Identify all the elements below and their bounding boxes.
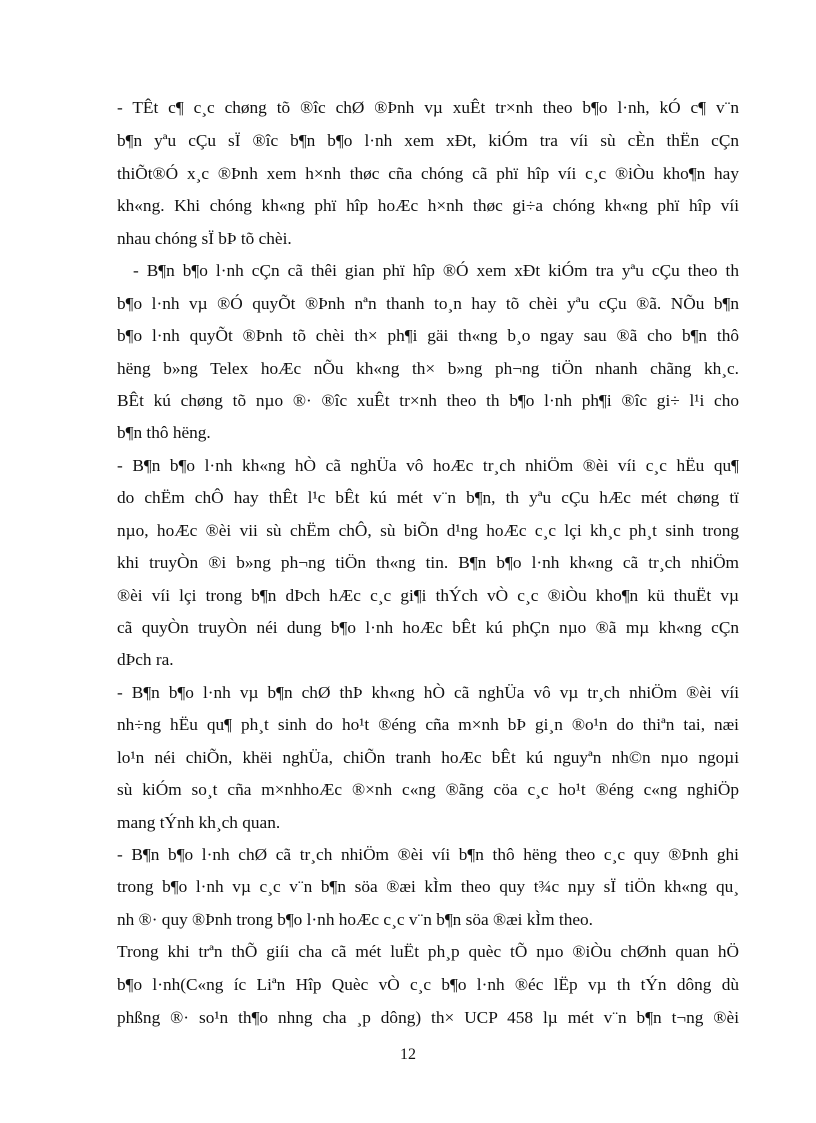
text-line: lo¹n néi chiÕn, khëi nghÜa, chiÕn tranh hoÆc bÊt kú nguyªn nh©n nµo ngoµi (117, 748, 739, 767)
text-line: b¶o l·nh(C«ng íc Liªn Hîp Quèc vÒ c¸c b¶o l·nh ®éc lËp vµ th tÝn dông dù (117, 975, 739, 994)
text-line: nhau chóng sÏ bÞ tõ chèi. (117, 229, 292, 248)
text-line: nµo, hoÆc ®èi vii sù chËm chÔ, sù biÕn d¹ng hoÆc c¸c lçi kh¸c ph¸t sinh trong (117, 521, 739, 540)
text-line: phßng ®· so¹n th¶o nhng cha ¸p dông) th× UCP 458 lµ mét v¨n b¶n t¬ng ®èi (117, 1008, 739, 1027)
text-line: b¶o l·nh quyÕt ®Þnh tõ chèi th× ph¶i gäi th«ng b¸o ngay sau ®ã cho b¶n thô (117, 326, 739, 345)
text-line: - TÊt c¶ c¸c chøng tõ ®îc chØ ®Þnh vµ xuÊt tr×nh theo b¶o l·nh, kÓ c¶ v¨n (117, 98, 739, 117)
text-line: - B¶n b¶o l·nh chØ cã tr¸ch nhiÖm ®èi víi b¶n thô hëng theo c¸c quy ®Þnh ghi (117, 845, 739, 864)
text-line: nh÷ng hËu qu¶ ph¸t sinh do ho¹t ®éng cña m×nh bÞ gi¸n ®o¹n do thiªn tai, næi (117, 715, 739, 734)
text-line: cã quyÒn truyÒn néi dung b¶o l·nh hoÆc bÊt kú phÇn nµo ®ã mµ kh«ng cÇn (117, 618, 739, 637)
text-line: hëng b»ng Telex hoÆc nÕu kh«ng th× b»ng ph¬ng tiÖn nhanh chãng kh¸c. (117, 359, 739, 378)
text-line: mang tÝnh kh¸ch quan. (117, 813, 281, 832)
text-line: dÞch ra. (117, 650, 174, 669)
page-number: 12 (400, 1046, 416, 1063)
text-line: b¶n thô hëng. (117, 423, 211, 442)
text-line: ®èi víi lçi trong b¶n dÞch hÆc c¸c gi¶i thÝch vÒ c¸c ®iÒu kho¶n kü thuËt vµ (117, 586, 739, 605)
text-line: kh«ng. Khi chóng kh«ng phï hîp hoÆc h×nh thøc gi÷a chóng kh«ng phï hîp víi (117, 196, 739, 215)
text-line: Trong khi trªn thÕ giíi cha cã mét luËt ph¸p quèc tÕ nµo ®iÒu chØnh quan hÖ (117, 942, 739, 961)
text-line: sù kiÓm so¸t cña m×nhhoÆc ®×nh c«ng ®ãng cöa c¸c ho¹t ®éng c«ng nghiÖp (117, 780, 739, 799)
text-line: nh ®· quy ®Þnh trong b¶o l·nh hoÆc c¸c v¨n b¶n söa ®æi kÌm theo. (117, 910, 593, 929)
text-line: - B¶n b¶o l·nh vµ b¶n chØ thÞ kh«ng hÒ cã nghÜa vô vµ tr¸ch nhiÖm ®èi víi (117, 683, 739, 702)
text-line: b¶n yªu cÇu sÏ ®îc b¶n b¶o l·nh xem xÐt, kiÓm tra víi sù cÈn thËn cÇn (117, 131, 739, 150)
text-line: - B¶n b¶o l·nh cÇn cã thêi gian phï hîp ®Ó xem xÐt kiÓm tra yªu cÇu theo th (133, 261, 739, 280)
text-line: do chËm chÔ hay thÊt l¹c bÊt kú mét v¨n b¶n, th yªu cÇu hÆc mét chøng tï (117, 488, 739, 507)
text-line: b¶o l·nh vµ ®Ó quyÕt ®Þnh nªn thanh to¸n hay tõ chèi yªu cÇu ®ã. NÕu b¶n (117, 294, 739, 313)
text-line: BÊt kú chøng tõ nµo ®· ®îc xuÊt tr×nh theo th b¶o l·nh ph¶i ®îc gi÷ l¹i cho (117, 391, 739, 410)
text-line: trong b¶o l·nh vµ c¸c v¨n b¶n söa ®æi kÌm theo quy t¾c nµy sÏ tiÖn kh«ng qu¸ (117, 877, 739, 896)
text-line: - B¶n b¶o l·nh kh«ng hÒ cã nghÜa vô hoÆc tr¸ch nhiÖm ®èi víi c¸c hËu qu¶ (117, 456, 739, 475)
text-line: khi truyÒn ®i b»ng ph¬ng tiÖn th«ng tin. B¶n b¶o l·nh kh«ng cã tr¸ch nhiÖm (117, 553, 739, 572)
text-line: thiÕt®Ó x¸c ®Þnh xem h×nh thøc cña chóng cã phï hîp víi c¸c ®iÒu kho¶n hay (117, 164, 739, 183)
